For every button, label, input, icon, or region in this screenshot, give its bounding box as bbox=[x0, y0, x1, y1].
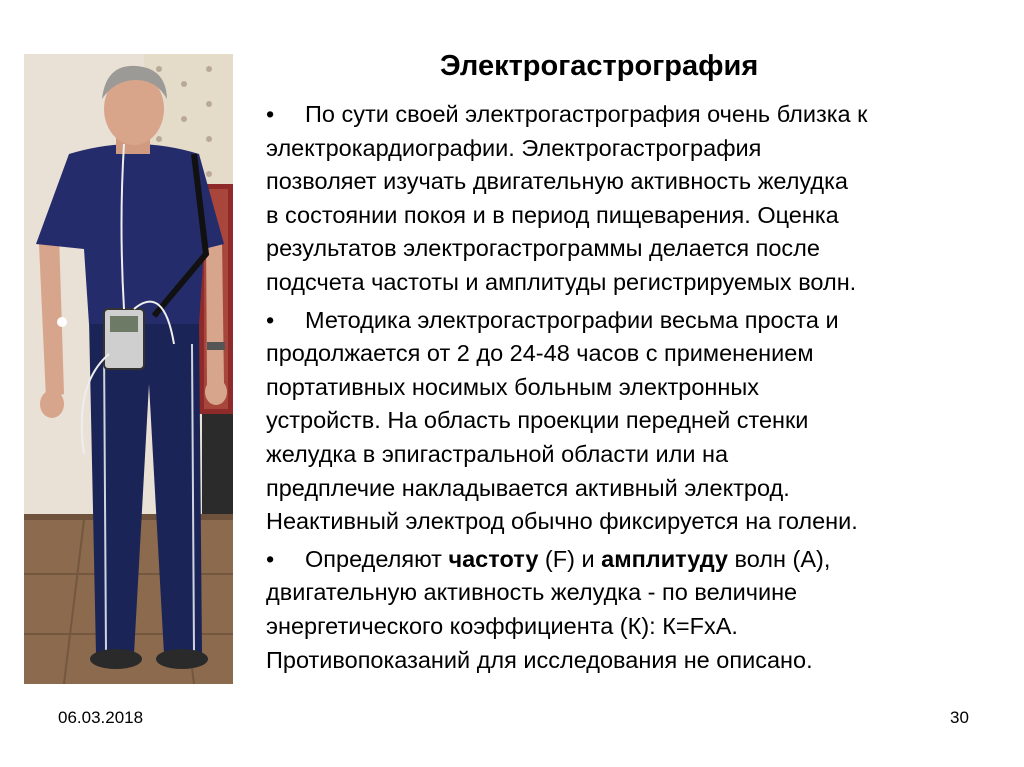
bullet-line: подсчета частоты и амплитуды регистрируемых волн. bbox=[266, 268, 857, 295]
bullet-line: Методика электрогастрографии весьма проста и bbox=[305, 306, 839, 333]
bullet-item-1 bbox=[266, 98, 1006, 300]
text-run: (F) и bbox=[538, 545, 602, 572]
bullet-line: предплечие накладывается активный электрод. bbox=[266, 474, 790, 501]
bullet-line: желудка в эпигастральной области или на bbox=[266, 440, 729, 467]
bullet-line: устройств. На область проекции передней стенки bbox=[266, 407, 809, 434]
bullet-marker: • bbox=[266, 545, 275, 572]
bullet-line: Неактивный электрод обычно фиксируется на голени. bbox=[266, 508, 858, 535]
bullet-line: в состоянии покоя и в период пищеварения. Оценка bbox=[266, 201, 839, 228]
patient-illustration bbox=[24, 54, 233, 684]
patient-photo bbox=[24, 54, 233, 684]
bullet-line bbox=[266, 543, 1006, 577]
bullet-line: продолжается от 2 до 24-48 часов с применением bbox=[266, 340, 814, 367]
bold-term-amplitude: амплитуду bbox=[601, 545, 728, 572]
page-number: 30 bbox=[950, 708, 969, 727]
bullet-line: двигательную активность желудка - по величине bbox=[266, 579, 798, 606]
bullet-item-3 bbox=[266, 543, 1006, 677]
bullet-line: По сути своей электрогастрография очень близка к bbox=[305, 101, 868, 127]
bullet-line: позволяет изучать двигательную активность желудка bbox=[266, 168, 848, 195]
bullet-line: электрокардиографии. Электрогастрография bbox=[266, 134, 762, 161]
bullet-line: портативных носимых больным электронных bbox=[266, 373, 759, 400]
text-run: Определяют bbox=[305, 545, 449, 572]
bullet-line: результатов электрогастрограммы делается после bbox=[266, 235, 820, 262]
bullet-list bbox=[266, 98, 1006, 681]
bullet-line: Противопоказаний для исследования не описано. bbox=[266, 646, 813, 673]
text-run: волн (А), bbox=[728, 545, 831, 572]
bold-term-frequency: частоту bbox=[448, 545, 539, 572]
bullet-marker: • bbox=[266, 306, 275, 333]
footer-date: 06.03.2018 bbox=[58, 708, 144, 727]
bullet-item-2 bbox=[266, 304, 1006, 539]
slide-title: Электрогастрография bbox=[440, 50, 759, 82]
bullet-line: энергетического коэффициента (К): К=FхА. bbox=[266, 612, 738, 639]
bullet-marker: • bbox=[266, 101, 275, 127]
